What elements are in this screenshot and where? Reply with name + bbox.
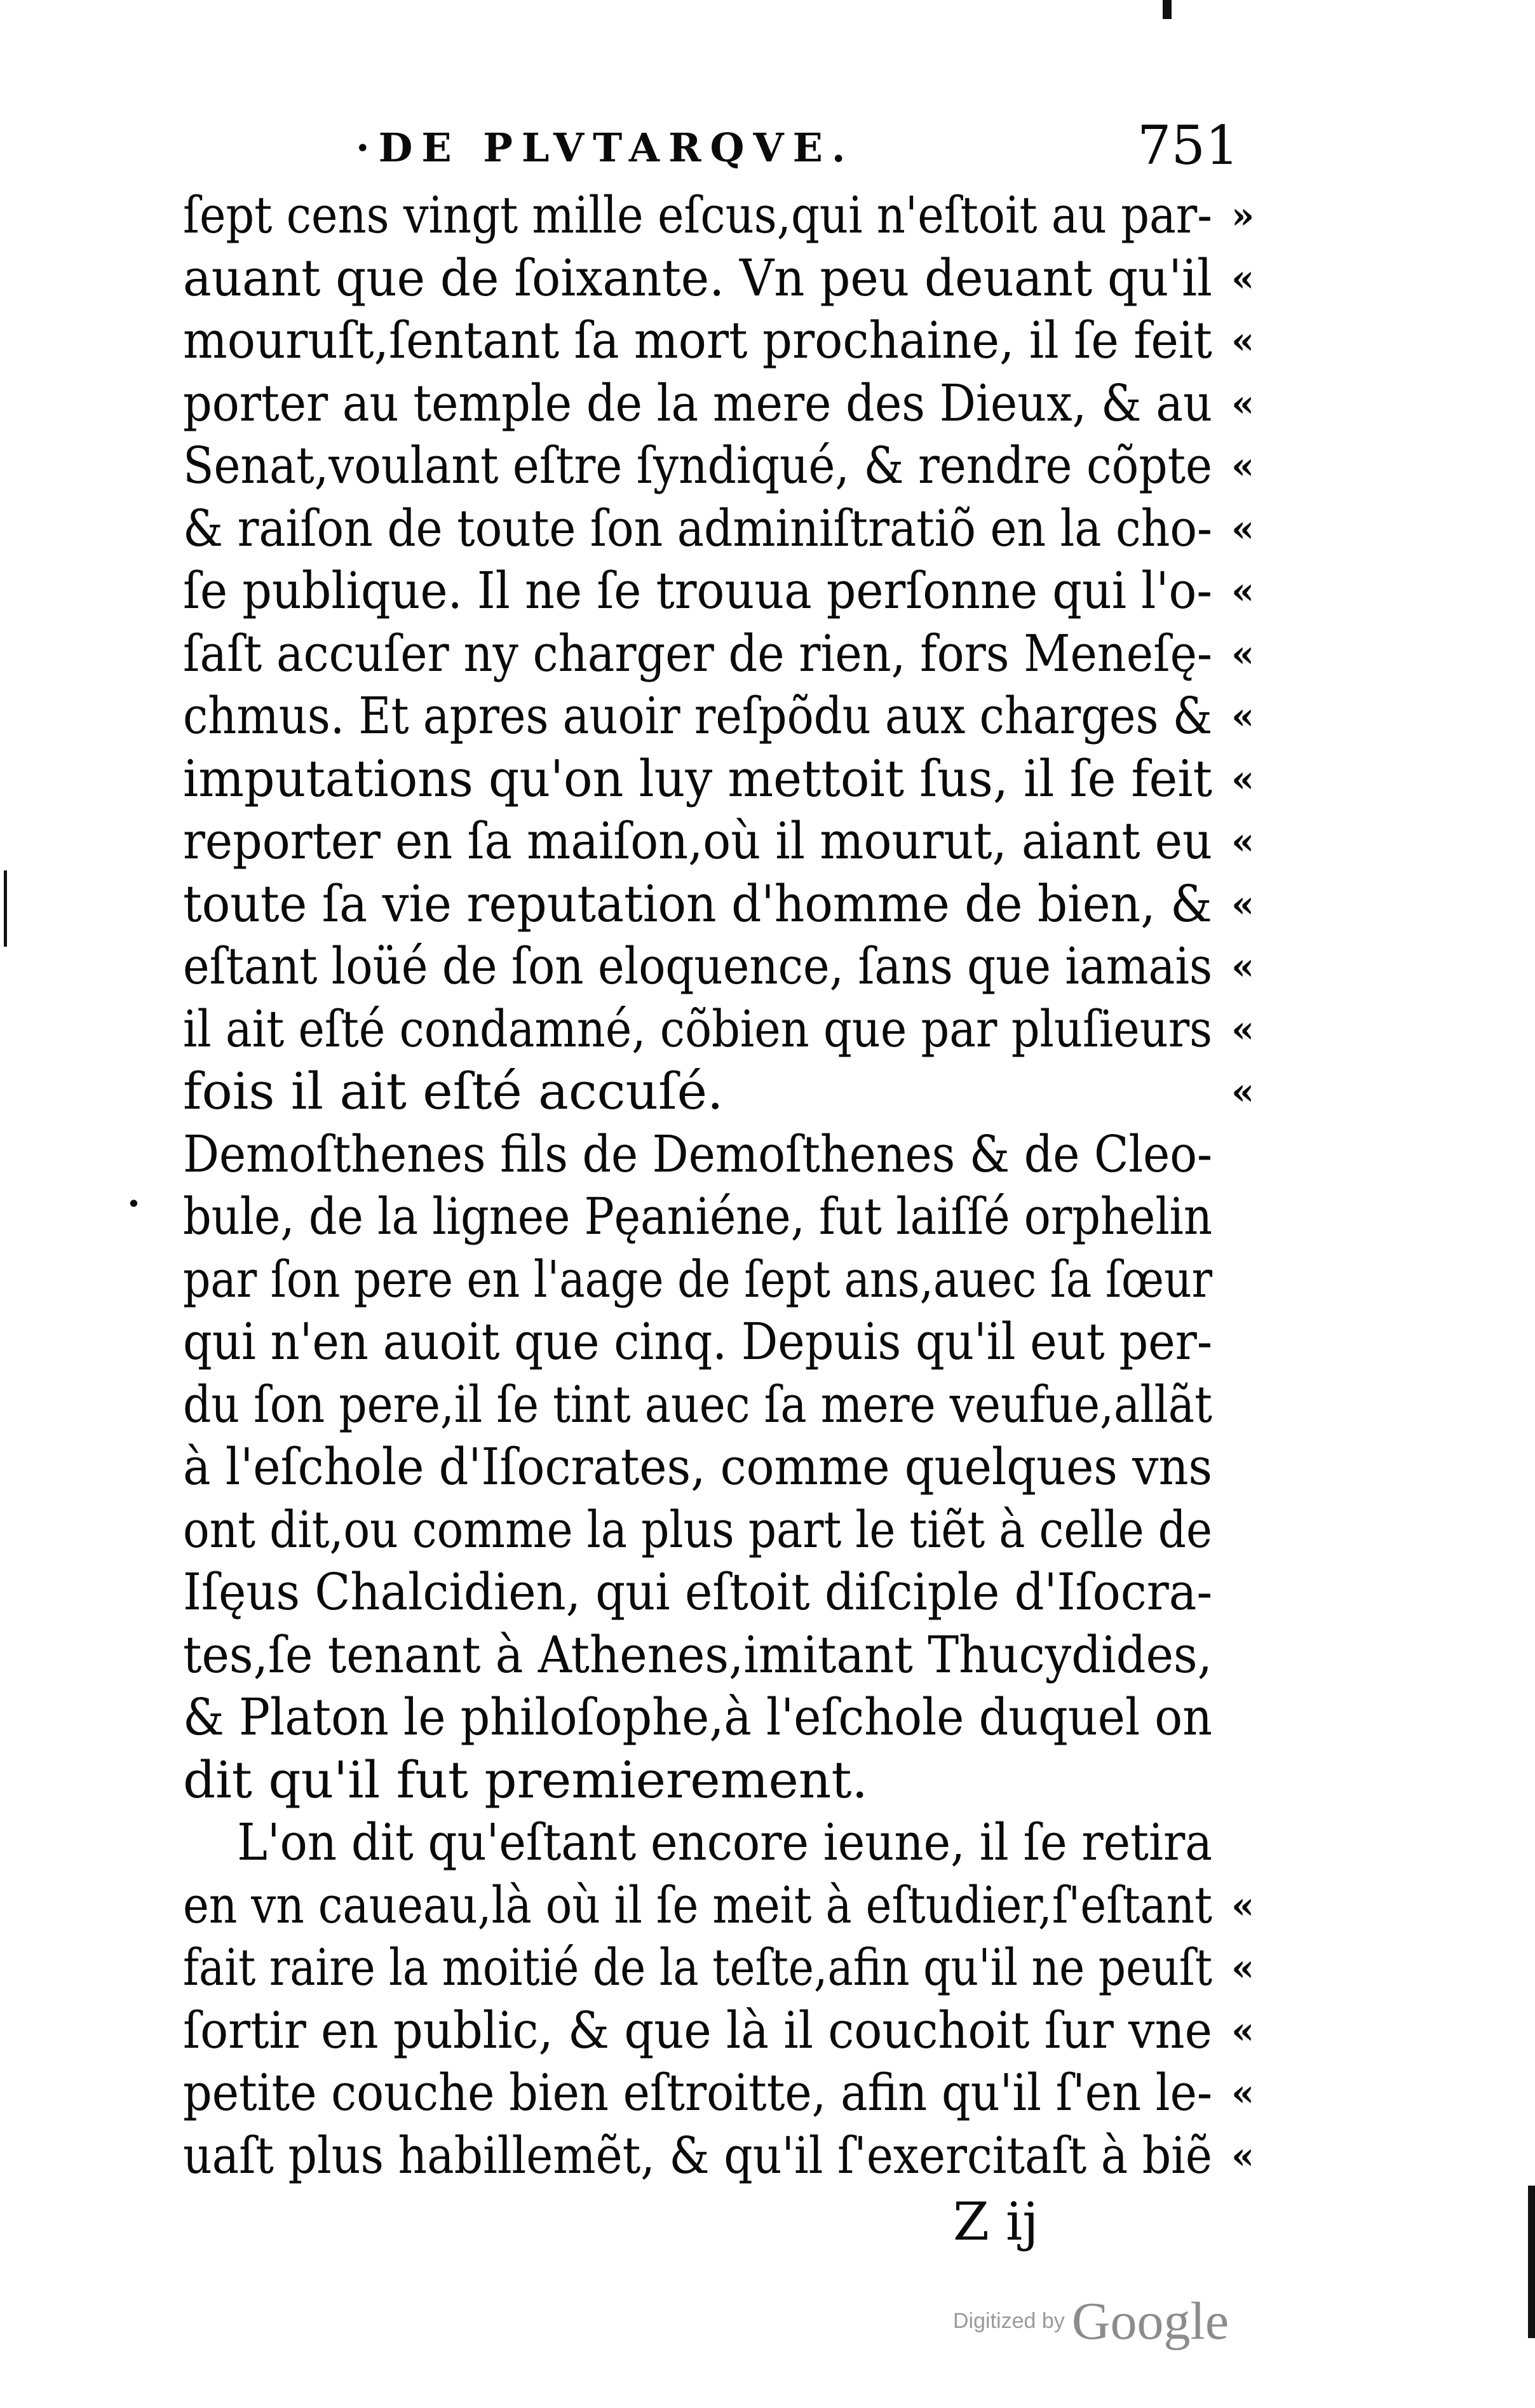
text-line xyxy=(183,1499,1263,1562)
line-text: dit qu'il fut premierement. xyxy=(183,1750,868,1809)
text-line xyxy=(183,1123,1263,1186)
text-line xyxy=(183,1749,1263,1812)
scan-edge-mark-right xyxy=(1528,2186,1535,2338)
line-text: ſept cens vingt mille eſcus,qui n'eſtoit au par- xyxy=(183,186,1212,245)
text-line xyxy=(183,810,1263,873)
marginal-quote-mark: « xyxy=(1231,632,1255,675)
line-text: tes,ſe tenant à Athenes,imitant Thucydides, xyxy=(183,1625,1213,1684)
digitized-notice xyxy=(953,2290,1229,2352)
line-text: uaſt plus habillemẽt, & qu'il ſ'exercitaſt à biẽ xyxy=(183,2125,1212,2185)
text-line xyxy=(183,247,1263,310)
marginal-quote-mark: « xyxy=(1231,1070,1255,1113)
line-text: qui n'en auoit que cinq. Depuis qu'il eut per- xyxy=(183,1312,1213,1371)
text-line xyxy=(183,623,1263,686)
marginal-quote-mark: « xyxy=(1231,694,1255,738)
margin-dot: · xyxy=(127,1182,140,1226)
line-text: du ſon pere,il ſe tint auec ſa mere veufue,allãt xyxy=(183,1374,1212,1434)
line-text: Iſęus Chalcidien, qui eſtoit diſciple d'Iſocra- xyxy=(183,1562,1213,1621)
line-text: chmus. Et apres auoir reſpõdu aux charges & xyxy=(183,686,1213,745)
line-text: bule, de la lignee Pęaniéne, fut laiſſé orphelin xyxy=(183,1187,1213,1246)
text-line xyxy=(183,1186,1263,1248)
marginal-quote-mark: « xyxy=(1231,444,1255,487)
text-line xyxy=(183,184,1263,247)
text-line xyxy=(183,1311,1263,1374)
line-text: mouruſt,ſentant ſa mort prochaine, il ſe feit xyxy=(183,311,1212,370)
line-text: Senat,voulant eſtre ſyndiqué, & rendre cõpte xyxy=(183,436,1212,495)
marginal-quote-mark: « xyxy=(1231,1883,1255,1927)
marginal-quote-mark: « xyxy=(1231,2008,1255,2052)
line-text: fait raire la moitié de la teſte,afin qu'il ne peuſt xyxy=(183,1938,1213,1997)
text-line xyxy=(183,935,1263,998)
marginal-quote-mark: « xyxy=(1231,2134,1255,2177)
text-line xyxy=(183,435,1263,497)
text-line xyxy=(183,560,1263,623)
line-text: en vn caueau,là où il ſe meit à eſtudier,ſ'eſtant xyxy=(183,1875,1212,1935)
text-line xyxy=(183,1874,1263,1937)
line-text: reporter en ſa maiſon,où il mourut, aiant eu xyxy=(183,811,1212,870)
line-text: ſe publique. Il ne ſe trouua perſonne qui l'o- xyxy=(183,561,1212,620)
running-title: ·DE PLVTARQVE. xyxy=(356,125,855,171)
text-line xyxy=(183,309,1263,372)
marginal-quote-mark: « xyxy=(1231,381,1255,425)
scan-edge-mark-top xyxy=(1163,0,1172,19)
line-text: ſaſt accuſer ny charger de rien, fors Meneſę- xyxy=(183,623,1213,683)
text-line xyxy=(183,1686,1263,1749)
line-text: L'on dit qu'eſtant encore ieune, il ſe retira xyxy=(237,1813,1213,1872)
text-line xyxy=(183,2125,1263,2188)
scan-edge-mark-left xyxy=(4,870,7,947)
line-text: & raiſon de toute ſon adminiſtratiõ en la cho- xyxy=(183,498,1212,558)
line-text: toute ſa vie reputation d'homme de bien, & xyxy=(183,874,1212,933)
text-line xyxy=(183,1374,1263,1437)
marginal-quote-mark: » xyxy=(1231,194,1255,237)
google-wordmark: Google xyxy=(1071,2292,1229,2351)
text-line xyxy=(183,1999,1263,2062)
line-text: imputations qu'on luy mettoit ſus, il ſe feit xyxy=(183,748,1213,808)
line-text: par ſon pere en l'aage de ſept ans,auec ſa ſœur xyxy=(183,1249,1213,1309)
line-text: à l'eſchole d'Iſocrates, comme quelques vns xyxy=(183,1437,1213,1496)
marginal-quote-mark: « xyxy=(1231,1007,1255,1051)
marginal-quote-mark: « xyxy=(1231,506,1255,550)
marginal-quote-mark: « xyxy=(1231,757,1255,801)
line-text: porter au temple de la mere des Dieux, & au xyxy=(183,373,1213,433)
text-line xyxy=(183,1937,1263,1999)
text-line xyxy=(183,873,1263,936)
line-text: ſortir en public, & que là il couchoit ſur vne xyxy=(183,2000,1212,2060)
line-text: & Platon le philoſophe,à l'eſchole duquel on xyxy=(183,1688,1213,1747)
marginal-quote-mark: « xyxy=(1231,1946,1255,1989)
marginal-quote-mark: « xyxy=(1231,820,1255,863)
marginal-quote-mark: « xyxy=(1231,2071,1255,2114)
text-body xyxy=(183,184,1263,2187)
line-text: eſtant loüé de ſon eloquence, ſans que iamais xyxy=(183,937,1213,996)
marginal-quote-mark: « xyxy=(1231,882,1255,926)
signature-mark: Z ij xyxy=(953,2192,1039,2252)
line-text: auant que de ſoixante. Vn peu deuant qu'il xyxy=(183,248,1213,308)
text-line xyxy=(183,1248,1263,1311)
marginal-quote-mark: « xyxy=(1231,569,1255,612)
marginal-quote-mark: « xyxy=(1231,319,1255,362)
line-text: fois il ait eſté accuſé. xyxy=(183,1062,724,1121)
text-line xyxy=(183,1060,1263,1123)
text-line xyxy=(183,1561,1263,1624)
digitized-by-label: Digitized by xyxy=(953,2309,1065,2333)
line-text: petite couche bien eſtroitte, afin qu'il ſ'en le- xyxy=(183,2063,1212,2122)
line-text: ont dit,ou comme la plus part le tiẽt à celle de xyxy=(183,1499,1212,1559)
line-text: il ait eſté condamné, cõbien que par pluſieurs xyxy=(183,999,1213,1059)
text-line xyxy=(183,998,1263,1061)
line-text: Demoſthenes fils de Demoſthenes & de Cleo- xyxy=(183,1124,1213,1184)
text-line xyxy=(183,372,1263,435)
text-line xyxy=(183,2062,1263,2125)
text-line xyxy=(183,685,1263,748)
text-line xyxy=(183,1436,1263,1499)
marginal-quote-mark: « xyxy=(1231,256,1255,300)
text-line xyxy=(183,497,1263,560)
text-line xyxy=(183,1624,1263,1687)
text-line xyxy=(183,1811,1263,1874)
page-number: 751 xyxy=(1137,114,1240,177)
text-line xyxy=(183,748,1263,811)
marginal-quote-mark: « xyxy=(1231,945,1255,988)
